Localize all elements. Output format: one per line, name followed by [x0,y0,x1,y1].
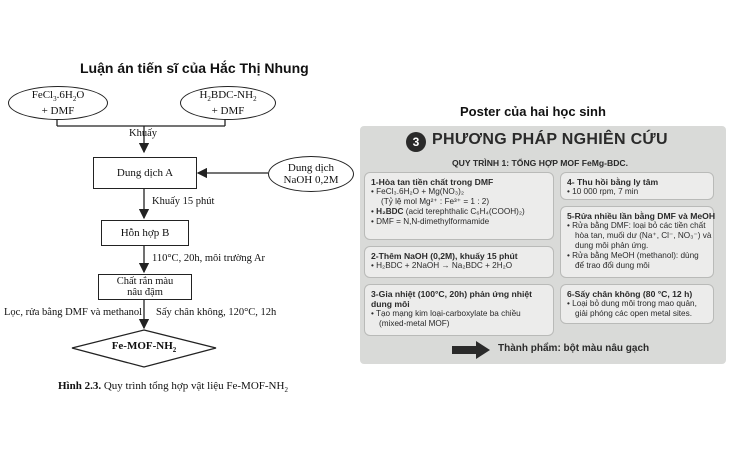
step-3-card: 3-Gia nhiệt (100°C, 20h) phản ứng nhiệt dung môi • Tạo mạng kim loại-carboxylate ba chiều (mixed-metal MOF) [364,284,554,336]
section-title: PHƯƠNG PHÁP NGHIÊN CỨU [432,131,668,148]
dung-dich-a-node: Dung dịch A [93,157,197,189]
fecl3-dmf-node: $FeCl_3.6H_2O$ + DMF [8,86,108,120]
procedure-subtitle: QUY TRÌNH 1: TỔNG HỢP MOF FeMg-BDC. [452,158,629,168]
figure-caption: Hình 2.3. Quy trình tổng hợp vật liệu $Fe-MOF-NH_2$ [58,380,288,395]
label-dry: Sấy chân không, 120°C, 12h [156,307,277,318]
product-node: $Fe-MOF-NH_2$ [111,340,177,355]
section-number-badge: 3 [406,132,426,152]
poster-photo [360,126,726,364]
label-khuay-15: Khuấy 15 phút [152,196,215,207]
naoh-node: Dung dịch NaOH 0,2M [268,156,354,192]
step-1-card: 1-Hòa tan tiền chất trong DMF • FeCl₃.6H₂O + Mg(NO₃)₂ (Tỷ lệ mol Mg²⁺ : Fe³⁺ = 1 : 2) • H₂BDC (acid terephthalic C₆H₄(COOH)₂) • DMF = N,N-dimethylformamide [364,172,554,240]
chat-ran-node: Chất rắn màu nâu đậm [98,274,192,300]
step-2-card: 2-Thêm NaOH (0,2M), khuấy 15 phút • H₂BDC + 2NaOH → Na₂BDC + 2H₂O [364,246,554,278]
product-arrow-icon [452,340,492,360]
label-heat: 110°C, 20h, môi trường Ar [152,253,266,264]
hon-hop-b-node: Hỗn hợp B [101,220,189,246]
label-wash: Lọc, rửa bằng DMF và methanol [4,307,143,318]
left-title: Luận án tiến sĩ của Hắc Thị Nhung [80,60,309,76]
right-title: Poster của hai học sinh [460,104,606,119]
step-5-card: 5-Rửa nhiều lần bằng DMF và MeOH • Rửa bằng DMF: loại bỏ các tiền chất hòa tan, muối dư (Na⁺, Cl⁻, NO₃⁻) và dung môi phản ứng. • Rửa bằng MeOH (methanol): dùng để trao đổi dung môi [560,206,714,278]
step-4-card: 4- Thu hồi bằng ly tâm • 10 000 rpm, 7 min [560,172,714,200]
step-6-card: 6-Sấy chân không (80 °C, 12 h) • Loại bỏ dung môi trong mao quản, giải phóng các open metal sites. [560,284,714,324]
poster-product-text: Thành phẩm: bột màu nâu gạch [498,343,650,354]
label-khuay: Khuấy [129,128,157,139]
h2bdc-dmf-node: $H_2BDC-NH_2$ + DMF [180,86,276,120]
